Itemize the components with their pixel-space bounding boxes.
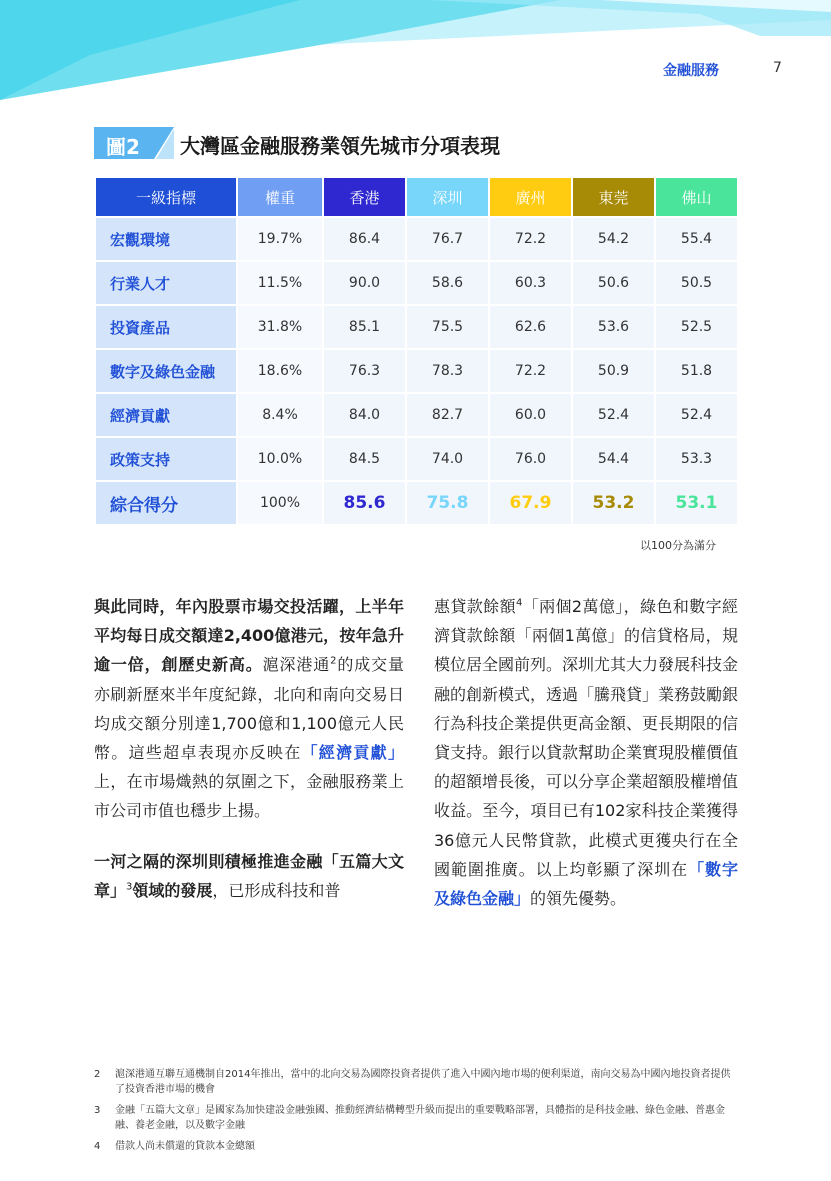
body-text: 的成交量亦刷新歷來半年度紀錄，北向和南向交易日均成交額分別達1,700億和1,100億元人民幣。這些超卓表現亦反映在	[94, 655, 404, 763]
total-score-cell: 53.1	[656, 482, 737, 524]
score-cell: 50.6	[573, 262, 654, 304]
row-weight: 10.0%	[238, 438, 322, 480]
score-cell: 72.2	[490, 350, 571, 392]
footnote-text: 金融「五篇大文章」是國家為加快建設金融強國、推動經濟結構轉型升級而提出的重要戰略部署，具體指的是科技金融、綠色金融、普惠金融、養老金融，以及數字金融	[115, 1105, 725, 1131]
score-cell: 76.7	[407, 218, 488, 260]
score-cell: 84.5	[324, 438, 405, 480]
header-banner	[0, 0, 831, 110]
page-number: 7	[773, 60, 782, 76]
score-cell: 52.5	[656, 306, 737, 348]
row-label: 政策支持	[96, 438, 236, 480]
footnote-ref: 4	[515, 597, 523, 609]
footnote-text: 借款人尚未償還的貸款本金總額	[115, 1141, 255, 1152]
score-table	[94, 176, 739, 526]
score-cell: 78.3	[407, 350, 488, 392]
total-row	[96, 482, 737, 524]
footnote	[94, 1103, 740, 1133]
row-weight: 8.4%	[238, 394, 322, 436]
header-city: 東莞	[573, 178, 654, 216]
score-cell: 51.8	[656, 350, 737, 392]
body-text: 「兩個2萬億」，綠色和數字經濟貸款餘額「兩個1萬億」的信貸格局，規模位居全國前列。深圳尤其大力發展科技金融的創新模式，透過「騰飛貸」業務鼓勵銀行為科技企業提供更高金額、更長期限的信貸支持。銀行以貸款幫助企業實現股權價值的超額增長後，可以分享企業超額股權增值收益。至今，項目已有102家科技企業獲得36億元人民幣貸款，此模式更獲央行在全國範圍推廣。以上均彰顯了深圳在	[434, 597, 739, 879]
bold-text: 與此同時，年內股票市場交投活躍，上半年平均每日成交額達2,400億港元，按年急升逾一倍，創歷史新高。	[94, 597, 404, 675]
header-indicator: 一級指標	[96, 178, 236, 216]
figure-label: 圖2	[106, 135, 140, 159]
header-city: 深圳	[407, 178, 488, 216]
table-row	[96, 306, 737, 348]
score-cell: 54.4	[573, 438, 654, 480]
table-row	[96, 438, 737, 480]
paragraph	[94, 847, 404, 905]
row-label: 經濟貢獻	[96, 394, 236, 436]
table-header-row	[96, 178, 737, 216]
row-label: 行業人才	[96, 262, 236, 304]
score-cell: 58.6	[407, 262, 488, 304]
total-weight: 100%	[238, 482, 322, 524]
score-cell: 60.0	[490, 394, 571, 436]
body-text: 滬深港通	[262, 655, 331, 675]
score-cell: 84.0	[324, 394, 405, 436]
header-city: 佛山	[656, 178, 737, 216]
row-label: 宏觀環境	[96, 218, 236, 260]
header-weight: 權重	[238, 178, 322, 216]
score-cell: 52.4	[656, 394, 737, 436]
score-cell: 60.3	[490, 262, 571, 304]
footnote-text: 滬深港通互聯互通機制自2014年推出，當中的北向交易為國際投資者提供了進入中國內地市場的便利渠道，南向交易為中國內地投資者提供了投資香港市場的機會	[115, 1069, 731, 1095]
row-weight: 31.8%	[238, 306, 322, 348]
row-label: 數字及綠色金融	[96, 350, 236, 392]
score-cell: 75.5	[407, 306, 488, 348]
highlight-text: 「數字及綠色金融」	[434, 859, 738, 909]
figure-title: 大灣區金融服務業領先城市分項表現	[180, 134, 500, 158]
score-cell: 55.4	[656, 218, 737, 260]
footnotes	[94, 1067, 740, 1160]
score-cell: 90.0	[324, 262, 405, 304]
score-cell: 53.3	[656, 438, 737, 480]
score-cell: 62.6	[490, 306, 571, 348]
footnote-number: 3	[94, 1105, 101, 1116]
score-cell: 76.0	[490, 438, 571, 480]
footnote-ref: 3	[126, 881, 133, 893]
score-cell: 54.2	[573, 218, 654, 260]
body-text: 惠貸款餘額	[434, 597, 516, 616]
table-row	[96, 262, 737, 304]
footnote-number: 2	[94, 1069, 101, 1080]
score-cell: 53.6	[573, 306, 654, 348]
table-row	[96, 218, 737, 260]
score-cell: 72.2	[490, 218, 571, 260]
row-weight: 11.5%	[238, 262, 322, 304]
highlight-text: 「經濟貢獻」	[301, 743, 404, 763]
paragraph	[94, 592, 404, 826]
body-left-column	[94, 592, 404, 905]
score-note: 以100分為滿分	[640, 539, 716, 552]
score-cell: 82.7	[407, 394, 488, 436]
paragraph	[434, 592, 738, 913]
table-row	[96, 394, 737, 436]
total-label: 綜合得分	[96, 482, 236, 524]
body-right-column	[434, 592, 738, 913]
score-cell: 50.5	[656, 262, 737, 304]
total-score-cell: 53.2	[573, 482, 654, 524]
row-weight: 19.7%	[238, 218, 322, 260]
header-city: 香港	[324, 178, 405, 216]
score-cell: 50.9	[573, 350, 654, 392]
bold-text: 一河之隔的深圳則積極推進金融「五篇大文章」	[94, 851, 404, 900]
total-score-cell: 75.8	[407, 482, 488, 524]
header-section-title: 金融服務	[663, 63, 719, 79]
header-city: 廣州	[490, 178, 571, 216]
score-cell: 74.0	[407, 438, 488, 480]
footnote-ref: 2	[330, 656, 337, 668]
footnote	[94, 1139, 740, 1154]
score-cell: 86.4	[324, 218, 405, 260]
total-score-cell: 67.9	[490, 482, 571, 524]
table-row	[96, 350, 737, 392]
row-label: 投資產品	[96, 306, 236, 348]
footnote	[94, 1067, 740, 1097]
body-text: ，已形成科技和普	[212, 880, 341, 900]
body-text: 的領先優勢。	[530, 889, 627, 909]
total-score-cell: 85.6	[324, 482, 405, 524]
score-cell: 85.1	[324, 306, 405, 348]
bold-text: 領域的發展	[132, 880, 213, 900]
body-text: 上，在市場熾熱的氛圍之下，金融服務業上市公司市值也穩步上揚。	[94, 772, 404, 821]
row-weight: 18.6%	[238, 350, 322, 392]
score-cell: 52.4	[573, 394, 654, 436]
score-cell: 76.3	[324, 350, 405, 392]
footnote-number: 4	[94, 1141, 101, 1152]
